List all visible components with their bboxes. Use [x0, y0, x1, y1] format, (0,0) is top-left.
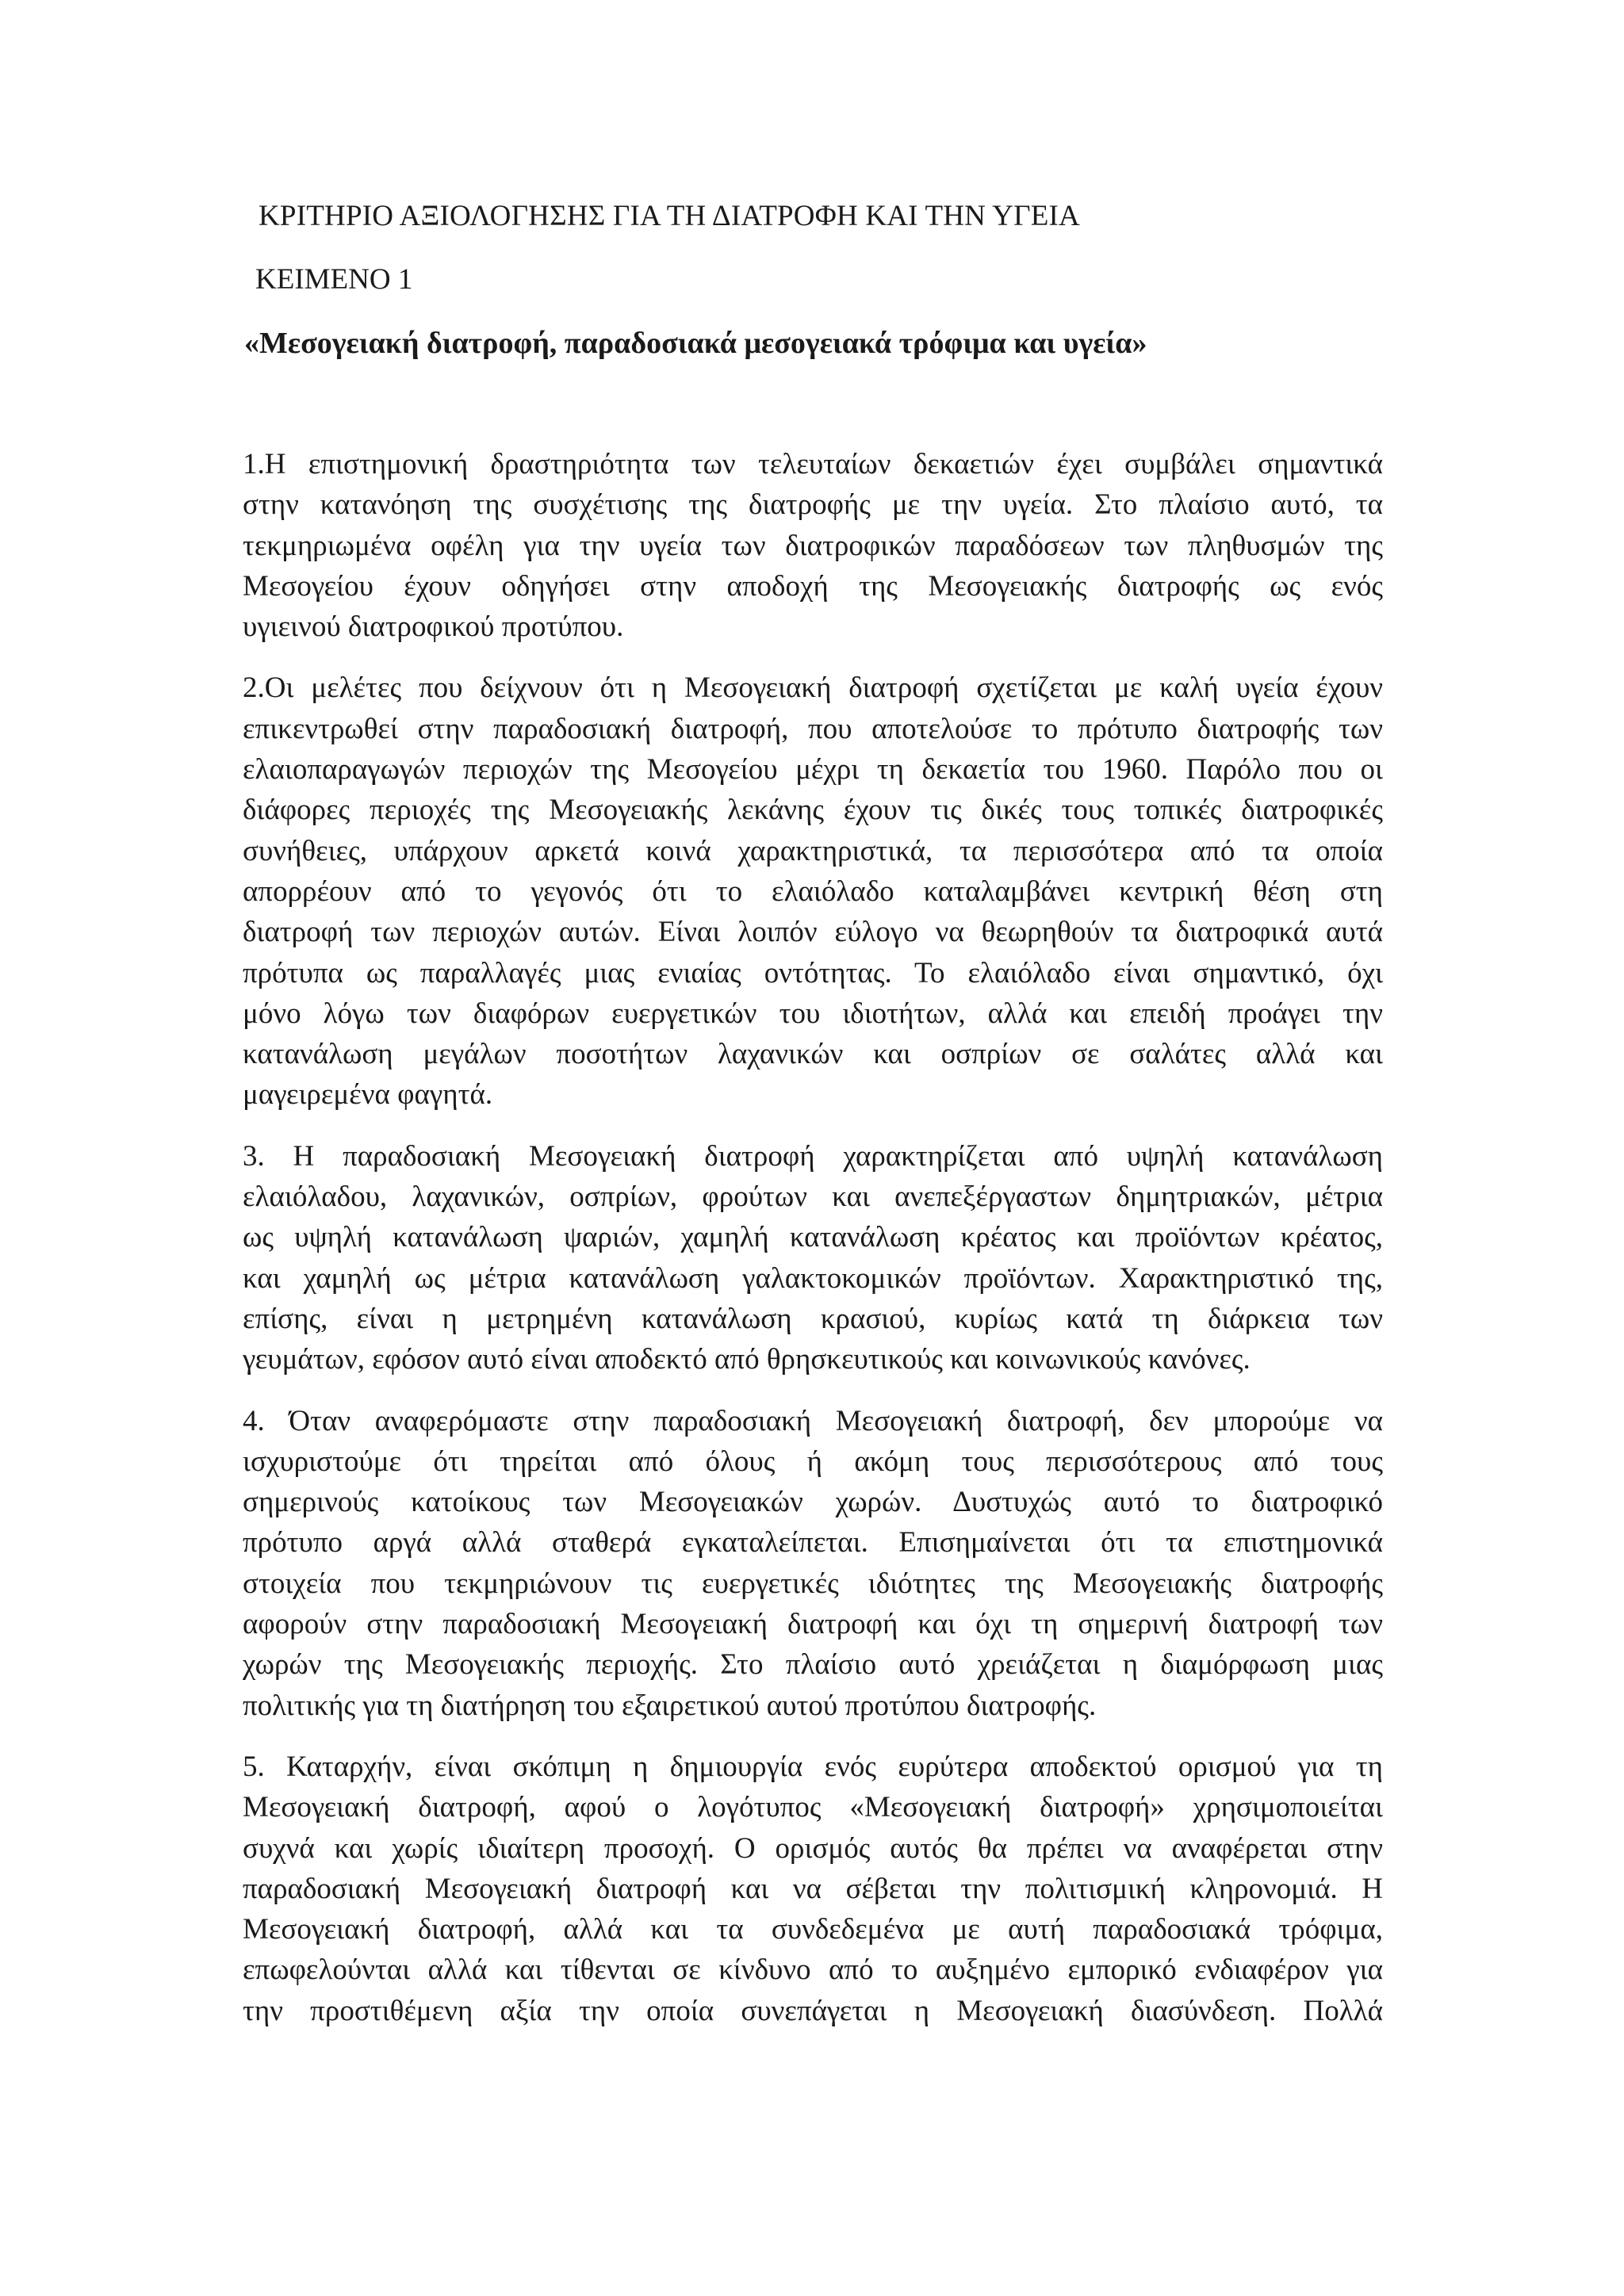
- paragraph-line: Μεσογείου έχουν οδηγήσει στην αποδοχή της Μεσογειακής διατροφής ως ενός: [243, 569, 1383, 603]
- paragraph-line: υγιεινού διατροφικού προτύπου.: [243, 610, 624, 644]
- paragraph-5: [243, 1747, 1383, 2031]
- paragraph-line: παραδοσιακή Μεσογειακή διατροφή και να σέβεται την πολιτισμική κληρονομιά. Η: [243, 1872, 1383, 1905]
- paragraph-1: [243, 444, 1383, 647]
- article-title: «Μεσογειακή διατροφή, παραδοσιακά μεσογειακά τρόφιμα και υγεία»: [244, 327, 1147, 360]
- paragraph-line: γευμάτων, εφόσον αυτό είναι αποδεκτό από θρησκευτικούς και κοινωνικούς κανόνες.: [243, 1343, 1251, 1376]
- paragraph-4: [243, 1401, 1383, 1726]
- article-body: [243, 444, 1383, 2052]
- paragraph-line: συνήθειες, υπάρχουν αρκετά κοινά χαρακτηριστικά, τα περισσότερα από τα οποία: [243, 834, 1383, 867]
- paragraph-line: αφορούν στην παραδοσιακή Μεσογειακή διατροφή και όχι τη σημερινή διατροφή των: [243, 1608, 1383, 1641]
- paragraph-line: και χαμηλή ως μέτρια κατανάλωση γαλακτοκομικών προϊόντων. Χαρακτηριστικό της,: [243, 1261, 1383, 1295]
- paragraph-line: χωρών της Μεσογειακής περιοχής. Στο πλαίσιο αυτό χρειάζεται η διαμόρφωση μιας: [243, 1648, 1383, 1682]
- paragraph-line: σημερινούς κατοίκους των Μεσογειακών χωρών. Δυστυχώς αυτό το διατροφικό: [243, 1486, 1383, 1519]
- paragraph-line: τεκμηριωμένα οφέλη για την υγεία των διατροφικών παραδόσεων των πληθυσμών της: [243, 529, 1383, 562]
- page-title: ΚΡΙΤΗΡΙΟ ΑΞΙΟΛΟΓΗΣΗΣ ΓΙΑ ΤΗ ΔΙΑΤΡΟΦΗ ΚΑΙ ΤΗΝ ΥΓΕΙΑ: [259, 200, 1080, 232]
- paragraph-line: ελαιοπαραγωγών περιοχών της Μεσογείου μέχρι τη δεκαετία του 1960. Παρόλο που οι: [243, 753, 1383, 786]
- paragraph-line: κατανάλωση μεγάλων ποσοτήτων λαχανικών και οσπρίων σε σαλάτες αλλά και: [243, 1038, 1383, 1071]
- paragraph-line: στην κατανόηση της συσχέτισης της διατροφής με την υγεία. Στο πλαίσιο αυτό, τα: [243, 488, 1383, 522]
- paragraph-line: 2.Οι μελέτες που δείχνουν ότι η Μεσογειακή διατροφή σχετίζεται με καλή υγεία έχουν: [243, 672, 1383, 705]
- paragraph-line: Μεσογειακή διατροφή, αλλά και τα συνδεδεμένα με αυτή παραδοσιακά τρόφιμα,: [243, 1913, 1383, 1946]
- paragraph-line: πολιτικής για τη διατήρηση του εξαιρετικού αυτού προτύπου διατροφής.: [243, 1689, 1097, 1722]
- paragraph-line: μόνο λόγω των διαφόρων ευεργετικών του ιδιοτήτων, αλλά και επειδή προάγει την: [243, 997, 1383, 1030]
- page-subtitle: ΚΕΙΜΕΝΟ 1: [255, 263, 413, 296]
- paragraph-line: 5. Καταρχήν, είναι σκόπιμη η δημιουργία ενός ευρύτερα αποδεκτού ορισμού για τη: [243, 1750, 1383, 1783]
- paragraph-line: 1.Η επιστημονική δραστηριότητα των τελευταίων δεκαετιών έχει συμβάλει σημαντικά: [243, 448, 1383, 480]
- paragraph-line: επίσης, είναι η μετρημένη κατανάλωση κρασιού, κυρίως κατά τη διάρκεια των: [243, 1302, 1383, 1335]
- paragraph-line: απορρέουν από το γεγονός ότι το ελαιόλαδο καταλαμβάνει κεντρική θέση στη: [243, 874, 1383, 908]
- paragraph-line: ελαιόλαδου, λαχανικών, οσπρίων, φρούτων και ανεπεξέργαστων δημητριακών, μέτρια: [243, 1181, 1383, 1214]
- paragraph-line: επικεντρωθεί στην παραδοσιακή διατροφή, που αποτελούσε το πρότυπο διατροφής των: [243, 712, 1383, 745]
- paragraph-line: ισχυριστούμε ότι τηρείται από όλους ή ακόμη τους περισσότερους από τους: [243, 1445, 1383, 1478]
- paragraph-line: συχνά και χωρίς ιδιαίτερη προσοχή. Ο ορισμός αυτός θα πρέπει να αναφέρεται στην: [243, 1831, 1383, 1865]
- paragraph-line: ως υψηλή κατανάλωση ψαριών, χαμηλή κατανάλωση κρέατος και προϊόντων κρέατος,: [243, 1221, 1383, 1254]
- paragraph-line: Μεσογειακή διατροφή, αφού ο λογότυπος «Μεσογειακή διατροφή» χρησιμοποιείται: [243, 1791, 1383, 1824]
- paragraph-line: πρότυπο αργά αλλά σταθερά εγκαταλείπεται. Επισημαίνεται ότι τα επιστημονικά: [243, 1526, 1383, 1559]
- paragraph-line: επωφελούνται αλλά και τίθενται σε κίνδυνο από το αυξημένο εμπορικό ενδιαφέρον για: [243, 1954, 1383, 1987]
- paragraph-line: 3. Η παραδοσιακή Μεσογειακή διατροφή χαρακτηρίζεται από υψηλή κατανάλωση: [243, 1139, 1383, 1173]
- paragraph-line: πρότυπα ως παραλλαγές μιας ενιαίας οντότητας. Το ελαιόλαδο είναι σημαντικό, όχι: [243, 956, 1383, 989]
- paragraph-line: στοιχεία που τεκμηριώνουν τις ευεργετικές ιδιότητες της Μεσογειακής διατροφής: [243, 1567, 1383, 1600]
- paragraph-line: διάφορες περιοχές της Μεσογειακής λεκάνης έχουν τις δικές τους τοπικές διατροφικές: [243, 794, 1383, 827]
- paragraph-3: [243, 1136, 1383, 1380]
- paragraph-line: διατροφή των περιοχών αυτών. Είναι λοιπόν εύλογο να θεωρηθούν τα διατροφικά αυτά: [243, 916, 1383, 949]
- paragraph-line: 4. Όταν αναφερόμαστε στην παραδοσιακή Μεσογειακή διατροφή, δεν μπορούμε να: [243, 1404, 1383, 1437]
- paragraph-line: την προστιθέμενη αξία την οποία συνεπάγεται η Μεσογειακή διασύνδεση. Πολλά: [243, 1994, 1383, 2027]
- paragraph-2: [243, 668, 1383, 1115]
- paragraph-line: μαγειρεμένα φαγητά.: [243, 1078, 493, 1112]
